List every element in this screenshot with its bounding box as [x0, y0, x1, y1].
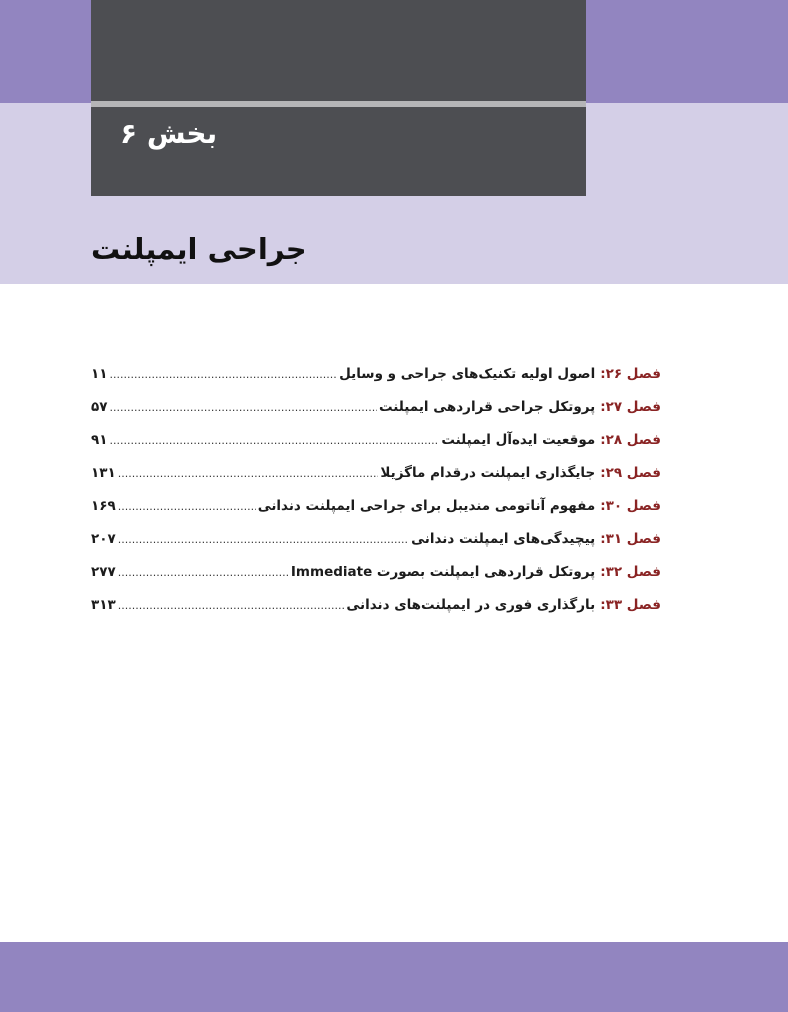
toc-page-number: ۵۷ [91, 399, 108, 415]
toc-dot-leader [109, 428, 439, 454]
toc-dot-leader [118, 560, 289, 586]
toc-page-number: ۲۷۷ [91, 564, 116, 580]
toc-entry[interactable] [91, 592, 661, 625]
toc-separator: : [600, 597, 606, 613]
toc-entry[interactable] [91, 427, 661, 460]
toc-chapter-title: موقعیت ایده‌آل ایمپلنت [441, 432, 596, 448]
toc-page-number: ۳۱۳ [91, 597, 116, 613]
toc-dot-leader [118, 494, 256, 520]
toc-page-number: ۱۶۹ [91, 498, 116, 514]
toc-entry[interactable] [91, 460, 661, 493]
table-of-contents [91, 361, 661, 625]
toc-chapter-title: پیچیدگی‌های ایمپلنت دندانی [411, 531, 596, 547]
toc-entry[interactable] [91, 361, 661, 394]
toc-chapter-title: بارگذاری فوری در ایمپلنت‌های دندانی [346, 597, 596, 613]
part-title: جراحی ایمپلنت [91, 232, 307, 266]
toc-dot-leader [118, 527, 409, 553]
toc-chapter-title: مفهوم آناتومی مندیبل برای جراحی ایمپلنت دندانی [257, 498, 596, 514]
toc-separator: : [600, 399, 606, 415]
toc-dot-leader [109, 395, 376, 421]
toc-entry[interactable] [91, 559, 661, 592]
toc-chapter-number: فصل ۲۸ [605, 432, 661, 448]
toc-page-number: ۱۱ [91, 366, 108, 382]
toc-chapter-title: جایگذاری ایمپلنت درقدام ماگزیلا [380, 465, 596, 481]
toc-dot-leader [118, 593, 345, 619]
toc-chapter-number: فصل ۳۱ [605, 531, 661, 547]
toc-chapter-number: فصل ۳۲ [605, 564, 661, 580]
toc-chapter-number: فصل ۳۰ [605, 498, 661, 514]
toc-page-number: ۲۰۷ [91, 531, 116, 547]
toc-chapter-title: پروتکل قراردهی ایمپلنت بصورت Immediate [290, 564, 596, 580]
section-title-divider [91, 101, 586, 107]
footer-band [0, 942, 788, 1012]
toc-chapter-number: فصل ۳۳ [605, 597, 661, 613]
toc-dot-leader [109, 362, 337, 388]
toc-chapter-number: فصل ۲۷ [605, 399, 661, 415]
toc-separator: : [600, 366, 606, 382]
toc-chapter-title: اصول اولیه تکنیک‌های جراحی و وسایل [339, 366, 596, 382]
toc-separator: : [600, 465, 606, 481]
toc-separator: : [600, 531, 606, 547]
section-title-block [91, 0, 586, 196]
toc-entry[interactable] [91, 526, 661, 559]
toc-chapter-number: فصل ۲۶ [605, 366, 661, 382]
toc-separator: : [600, 432, 606, 448]
section-title: بخش ۶ [120, 117, 218, 150]
toc-chapter-number: فصل ۲۹ [605, 465, 661, 481]
toc-page-number: ۹۱ [91, 432, 108, 448]
toc-entry[interactable] [91, 394, 661, 427]
toc-page-number: ۱۳۱ [91, 465, 116, 481]
toc-chapter-title: پروتکل جراحی قراردهی ایمپلنت [378, 399, 596, 415]
toc-entry[interactable] [91, 493, 661, 526]
toc-separator: : [600, 564, 606, 580]
toc-separator: : [600, 498, 606, 514]
toc-dot-leader [118, 461, 379, 487]
